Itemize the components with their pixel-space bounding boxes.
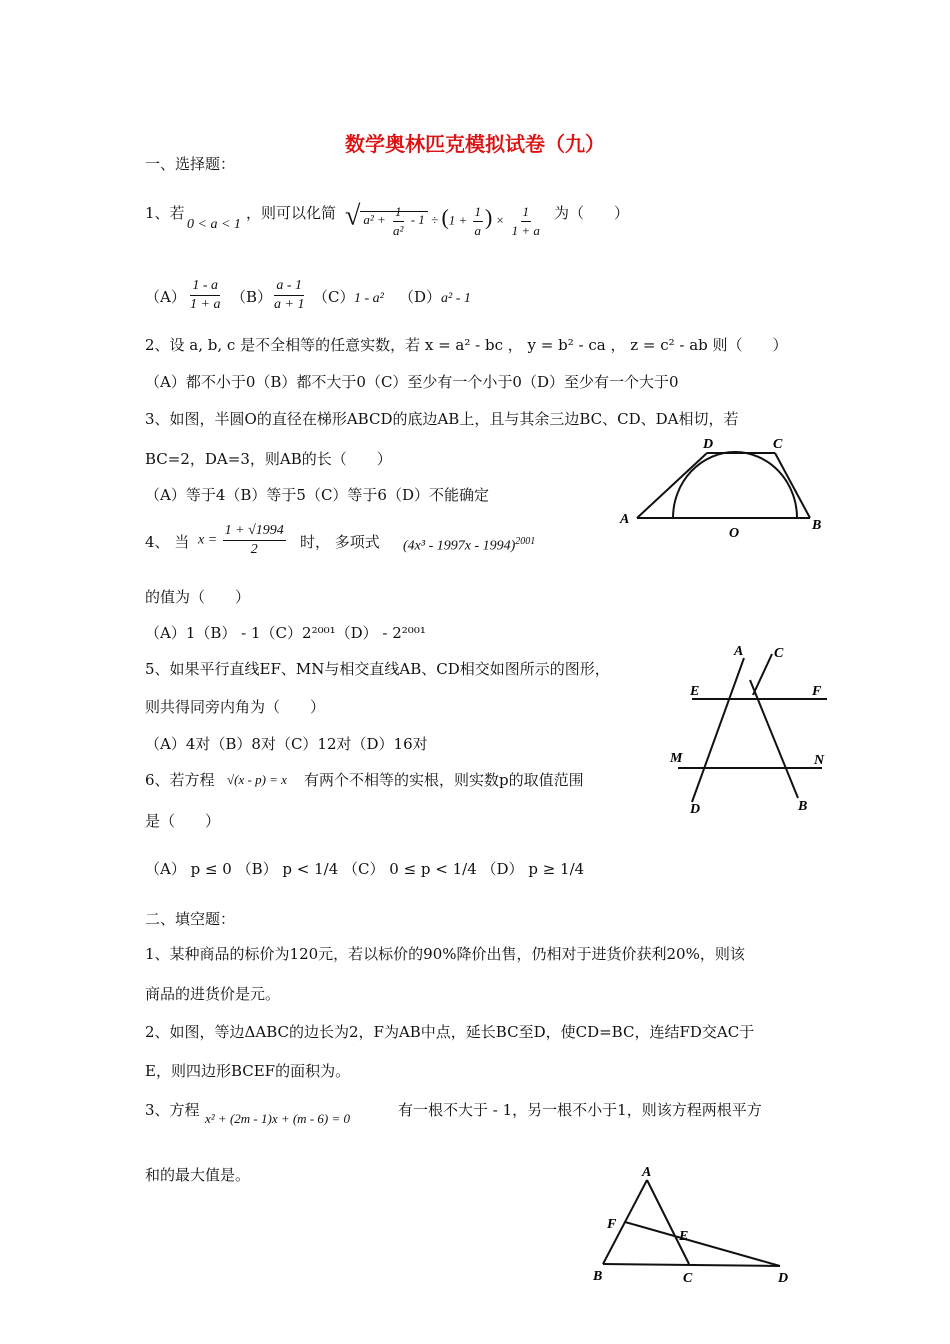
q3-label-d: D <box>703 437 714 452</box>
q1-option-a-label: （A） <box>145 288 186 306</box>
q5-label-m: M <box>670 751 683 766</box>
q4-options: （A）1（B） - 1（C）2²⁰⁰¹（D） - 2²⁰⁰¹ <box>145 624 426 642</box>
q5-label-n: N <box>814 753 825 768</box>
f3-equation: x² + (2m - 1)x + (m - 6) = 0 <box>205 1111 351 1126</box>
q3-line2: BC=2，DA=3，则AB的长（ ） <box>145 450 392 468</box>
q3-label-a: A <box>620 512 630 527</box>
q1-expression: √ a² + $\frac{1}{\text{a²}}$ - 1 ÷ (1 + $\frac{1}{a}$ ) × $\frac{1}{1 + a}$ <box>345 200 540 238</box>
q5-line2: 则共得同旁内角为（ ） <box>145 698 326 716</box>
q1-option-c-label: （C） <box>313 288 355 306</box>
q3-label-b: B <box>812 518 822 533</box>
q5-options: （A）4对（B）8对（C）12对（D）16对 <box>145 735 428 753</box>
q1-option-b: $\frac{a - 1}{a + 1}$ <box>274 278 305 312</box>
q3-line1: 3、如图，半圆O的直径在梯形ABCD的底边AB上，且与其余三边BC、CD、DA相切，若 <box>145 410 739 428</box>
section-fill-heading: 二、填空题： <box>145 910 236 928</box>
q2-options: （A）都不小于0（B）都不大于0（C）至少有一个小于0（D）至少有一个大于0 <box>145 373 679 391</box>
q4-line2: 的值为（ ） <box>145 588 251 606</box>
q3-options: （A）等于4（B）等于5（C）等于6（D）不能确定 <box>145 486 489 504</box>
q5-label-e: E <box>690 684 700 699</box>
q6-equation: √(x - p) = x <box>227 772 287 787</box>
q1-suffix: 为（ ） <box>554 204 630 222</box>
f2-label-e: E <box>679 1229 689 1244</box>
q1-condition: 0 < a < 1 <box>187 217 241 232</box>
f3-suffix: 有一根不大于 - 1，另一根不小于1，则该方程两根平方 <box>398 1101 762 1119</box>
q5-label-d: D <box>690 802 701 817</box>
q2-text: 2、设 a, b, c 是不全相等的任意实数，若 x = a² - bc ， y = b² - ca ， z = c² - ab 则（ ） <box>145 336 788 354</box>
f2-label-f: F <box>607 1217 617 1232</box>
q4-prefix: 4、 当 <box>145 533 190 551</box>
q1-option-d-label: （D） <box>399 288 442 306</box>
f2-label-c: C <box>683 1271 693 1286</box>
q6-prefix: 6、若方程 <box>145 771 215 789</box>
q1-option-d: a² - 1 <box>441 291 471 306</box>
q5-label-b: B <box>798 799 808 814</box>
page-title: 数学奥林匹克模拟试卷（九） <box>345 132 605 156</box>
q1-mid: ，则可以化简 <box>246 204 337 222</box>
f2-label-d: D <box>778 1271 789 1286</box>
q1-prefix: 1、若 <box>145 204 185 222</box>
q4-polynomial: (4x³ - 1997x - 1994)$^{2001}$ <box>403 536 536 554</box>
q6-line2: 是（ ） <box>145 812 221 830</box>
q1-option-c: 1 - a² <box>354 291 384 306</box>
q3-trapezoid-figure <box>615 430 835 540</box>
q5-line1: 5、如果平行直线EF、MN与相交直线AB、CD相交如图所示的图形， <box>145 660 610 678</box>
q4-x-value: x = $\frac{1 + √1994}{2}$ <box>198 523 284 557</box>
f2-line1: 2、如图，等边ΔABC的边长为2，F为AB中点，延长BC至D，使CD=BC，连结FD交AC于 <box>145 1023 755 1041</box>
q3-label-o: O <box>729 526 740 540</box>
f1-line2: 商品的进货价是元。 <box>145 985 281 1003</box>
q5-label-c: C <box>774 646 784 661</box>
q6-options: （A） p ≤ 0 （B） p < 1/4 （C） 0 ≤ p < 1/4 （D） p ≥ 1/4 <box>145 860 585 878</box>
f1-line1: 1、某种商品的标价为120元，若以标价的90%降价出售，仍相对于进货价获利20%，则该 <box>145 945 745 963</box>
q3-label-c: C <box>773 437 783 452</box>
f2-label-b: B <box>593 1269 603 1284</box>
q4-mid: 时， 多项式 <box>300 533 380 551</box>
q5-parallel-lines-figure <box>662 640 837 818</box>
f3-line2: 和的最大值是。 <box>145 1166 251 1184</box>
section-choice-heading: 一、选择题： <box>145 155 236 173</box>
f2-label-a: A <box>642 1165 652 1180</box>
q5-label-a: A <box>734 644 744 659</box>
q5-label-f: F <box>812 684 822 699</box>
q1-option-a: $\frac{1 - a}{1 + a}$ <box>190 278 221 312</box>
f2-triangle-figure <box>585 1162 795 1287</box>
q6-line1-suffix: 有两个不相等的实根，则实数p的取值范围 <box>304 771 584 789</box>
f3-prefix: 3、方程 <box>145 1101 200 1119</box>
q1-option-b-label: （B） <box>231 288 273 306</box>
f2-line2: E，则四边形BCEF的面积为。 <box>145 1062 351 1080</box>
